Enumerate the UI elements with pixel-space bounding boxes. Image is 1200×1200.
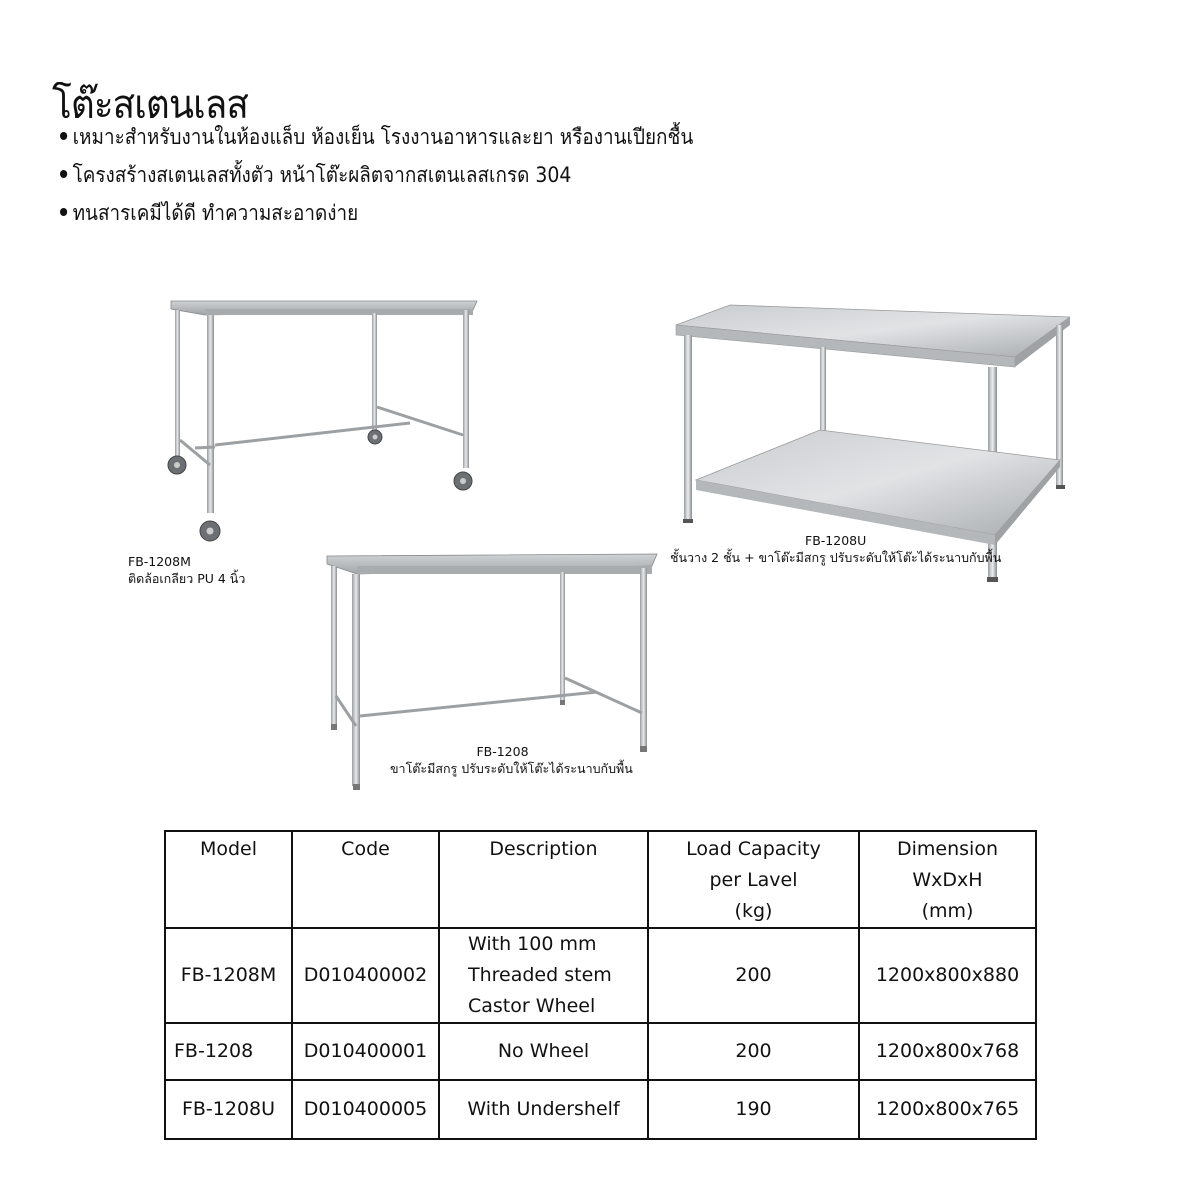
cell-description: No Wheel (439, 1023, 648, 1080)
cell-model: FB-1208U (165, 1080, 292, 1139)
cell-load: 200 (648, 928, 859, 1023)
product-model: FB-1208M (128, 554, 191, 569)
table-row (165, 928, 1036, 1023)
cell-code: D010400001 (292, 1023, 439, 1080)
header-description: Description (439, 831, 648, 928)
cell-load: 190 (648, 1080, 859, 1139)
table-header-row (165, 831, 1036, 928)
feature-item (60, 194, 693, 232)
cell-dimension: 1200x800x880 (859, 928, 1036, 1023)
cell-model: FB-1208M (165, 928, 292, 1023)
product-model: FB-1208U (805, 533, 867, 548)
feature-text: ทนสารเคมีได้ดี ทำความสะอาดง่าย (72, 201, 359, 225)
product-description: ติดล้อเกลียว PU 4 นิ้ว (128, 571, 246, 586)
product-description: ชั้นวาง 2 ชั้น + ขาโต๊ะมีสกรู ปรับระดับให้โต๊ะได้ระนาบกับพื้น (670, 550, 1002, 565)
header-load-capacity: Load Capacity per Lavel (kg) (648, 831, 859, 928)
table-row (165, 1080, 1036, 1139)
header-dimension: Dimension WxDxH (mm) (859, 831, 1036, 928)
product-caption-fb-1208u (670, 532, 1001, 566)
cell-dimension: 1200x800x765 (859, 1080, 1036, 1139)
feature-text: โครงสร้างสเตนเลสทั้งตัว หน้าโต๊ะผลิตจากสเตนเลสเกรด 304 (72, 163, 572, 187)
product-caption-fb-1208 (390, 743, 633, 777)
bullet-icon (60, 132, 67, 140)
feature-item (60, 156, 693, 194)
page-title: โต๊ะสเตนเลส (52, 81, 248, 128)
product-caption-fb-1208m (128, 553, 245, 587)
product-description: ขาโต๊ะมีสกรู ปรับระดับให้โต๊ะได้ระนาบกับพื้น (390, 761, 633, 776)
product-model: FB-1208 (476, 744, 529, 759)
cell-description: With 100 mm Threaded stem Castor Wheel (439, 928, 648, 1023)
bullet-icon (60, 208, 67, 216)
header-model: Model (165, 831, 292, 928)
spec-table (164, 830, 1037, 1140)
feature-text: เหมาะสำหรับงานในห้องแล็บ ห้องเย็น โรงงานอาหารและยา หรืองานเปียกชื้น (72, 125, 694, 149)
product-image-fb-1208m (165, 295, 485, 545)
cell-description: With Undershelf (439, 1080, 648, 1139)
cell-code: D010400005 (292, 1080, 439, 1139)
feature-item (60, 118, 693, 156)
header-code: Code (292, 831, 439, 928)
feature-list (60, 118, 764, 232)
cell-model: FB-1208 (165, 1023, 292, 1080)
cell-dimension: 1200x800x768 (859, 1023, 1036, 1080)
cell-code: D010400002 (292, 928, 439, 1023)
bullet-icon (60, 170, 67, 178)
table-row (165, 1023, 1036, 1080)
cell-load: 200 (648, 1023, 859, 1080)
